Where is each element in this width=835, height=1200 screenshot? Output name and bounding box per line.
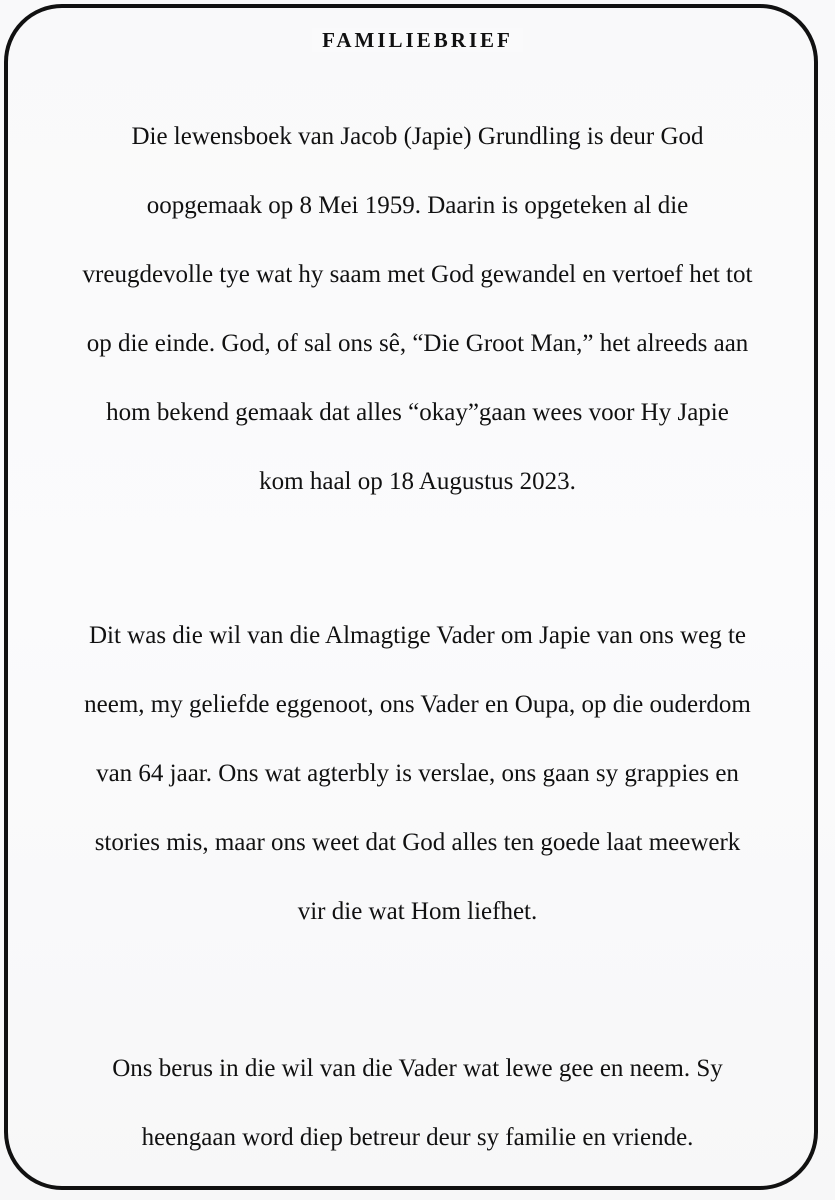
paragraph-line: Ons berus in die wil van die Vader wat lewe gee en neem. Sy bbox=[112, 1055, 723, 1082]
document-title bbox=[0, 28, 835, 53]
paragraph-line: kom haal op 18 Augustus 2023. bbox=[259, 468, 576, 495]
paragraph-line: stories mis, maar ons weet dat God alles ten goede laat meewerk bbox=[94, 829, 741, 856]
paragraph-line: Dit was die wil van die Almagtige Vader om Japie van ons weg te bbox=[88, 622, 747, 649]
document-title-text: FAMILIEBRIEF bbox=[312, 28, 523, 52]
paragraph-line: van 64 jaar. Ons wat agterbly is verslae, ons gaan sy grappies en bbox=[96, 760, 739, 787]
paragraph-line: Die lewensboek van Jacob (Japie) Grundling is deur God bbox=[131, 123, 704, 150]
paragraph-line: oopgemaak op 8 Mei 1959. Daarin is opgeteken al die bbox=[146, 192, 689, 219]
paragraph-line: hom bekend gemaak dat alles “okay”gaan wees voor Hy Japie bbox=[106, 399, 729, 426]
paragraph-1 bbox=[0, 102, 835, 516]
paragraph-line: vreugdevolle tye wat hy saam met God gewandel en vertoef het tot bbox=[82, 261, 753, 288]
paragraph-line: op die einde. God, of sal ons sê, “Die Groot Man,” het alreeds aan bbox=[86, 330, 749, 357]
paragraph-line: vir die wat Hom liefhet. bbox=[297, 898, 538, 925]
paragraph-2 bbox=[0, 601, 835, 946]
paragraph-line: neem, my geliefde eggenoot, ons Vader en Oupa, op die ouderdom bbox=[84, 691, 751, 718]
paragraph-line: heengaan word diep betreur deur sy familie en vriende. bbox=[141, 1124, 694, 1151]
paragraph-3 bbox=[0, 1034, 835, 1172]
